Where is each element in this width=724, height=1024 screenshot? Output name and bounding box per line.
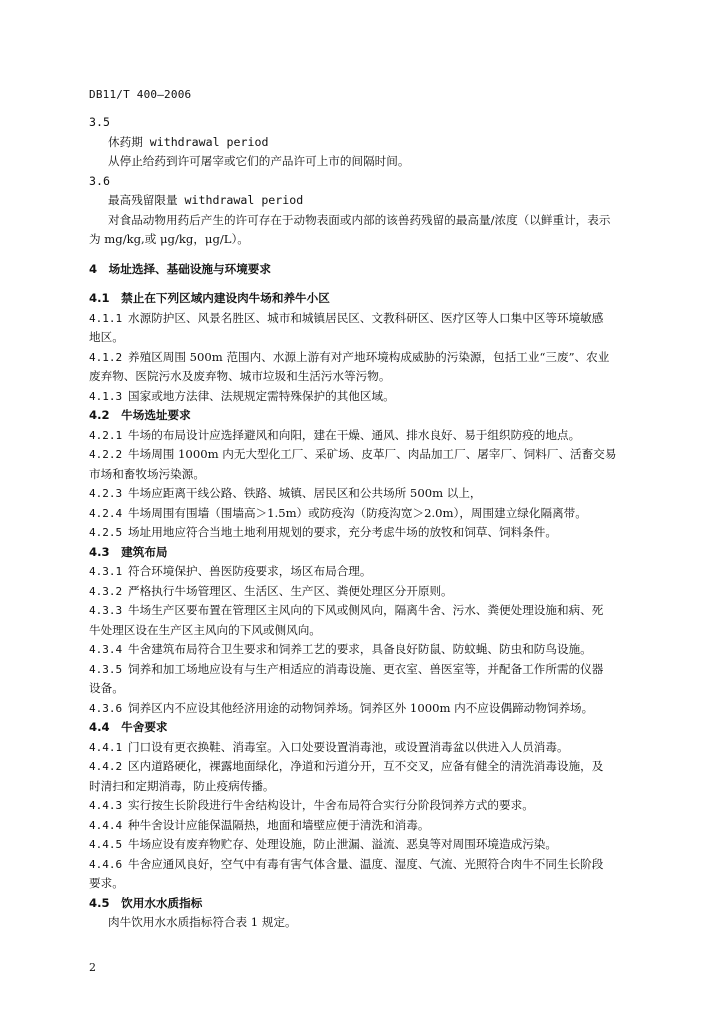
clause-text: 牛场周围有围墙（围墙高＞1.5m）或防疫沟（防疫沟宽＞2.0m），周围建立绿化隔离带。 bbox=[128, 505, 587, 520]
clause-text-cont: 地区。 bbox=[89, 330, 124, 344]
clause bbox=[89, 582, 657, 602]
clause-text-cont: 时清扫和定期消毒，防止疫病传播。 bbox=[89, 778, 275, 793]
standard-code: DB11/T 400—2006 bbox=[89, 88, 192, 101]
clause-text-cont: 牛处理区设在生产区主风向的下风或侧风向。 bbox=[89, 622, 321, 637]
clause-text-cont: 废弃物、医院污水及废弃物、城市垃圾和生活污水等污物。 bbox=[89, 369, 391, 383]
clause-text: 门口设有更衣换鞋、消毒室。入口处要设置消毒池，或设置消毒盆以供进入人员消毒。 bbox=[128, 739, 569, 754]
clause-number: 4.3.1 bbox=[89, 565, 123, 578]
clause bbox=[89, 835, 657, 855]
page-number: 2 bbox=[89, 961, 96, 974]
clause bbox=[89, 855, 657, 894]
clause-text: 实行按生长阶段进行牛舍结构设计，牛舍布局符合实行分阶段饲养方式的要求。 bbox=[128, 798, 534, 812]
subsection-heading: 4.2 牛场选址要求 bbox=[89, 408, 191, 422]
clause-number: 4.2.2 bbox=[89, 448, 123, 461]
clause-number: 4.2.5 bbox=[89, 526, 123, 539]
clause bbox=[89, 484, 657, 504]
clause-number: 4.1.3 bbox=[89, 389, 123, 403]
clause-text: 养殖区周围 500m 范围内、水源上游有对产地环境构成威胁的污染源，包括工业“三废”、农业 bbox=[128, 349, 610, 364]
clause-text: 牛场应距离干线公路、铁路、城镇、居民区和公共场所 500m 以上， bbox=[128, 486, 482, 500]
clause-number: 4.4.3 bbox=[89, 799, 123, 812]
clause bbox=[89, 562, 657, 582]
clause-number: 4.3.5 bbox=[89, 662, 123, 676]
clause bbox=[89, 601, 657, 640]
clause-text: 场址用地应符合当地土地利用规划的要求，充分考虑牛场的放牧和饲草、饲料条件。 bbox=[128, 525, 557, 539]
clause bbox=[89, 796, 657, 816]
clause-text: 牛场周围 1000m 内无大型化工厂、采矿场、皮革厂、肉品加工厂、屠宰厂、饲料厂、活畜交易 bbox=[128, 447, 617, 461]
clause-text: 水源防护区、风景名胜区、城市和城镇居民区、文教科研区、医疗区等人口集中区等环境敏感 bbox=[128, 310, 604, 325]
term-number: 3.5 bbox=[89, 115, 110, 129]
clause-number: 4.4.1 bbox=[89, 740, 123, 754]
term-definition: 对食品动物用药后产生的许可存在于动物表面或内部的该兽药残留的最高量/浓度（以鲜重计，表示 bbox=[108, 212, 611, 227]
clause bbox=[89, 640, 657, 660]
clause-text: 符合环境保护、兽医防疫要求，场区布局合理。 bbox=[128, 564, 372, 578]
clause-text: 区内道路硬化，裸露地面绿化，净道和污道分开，互不交叉，应备有健全的清洗消毒设施，及 bbox=[128, 759, 604, 773]
clause bbox=[89, 445, 657, 484]
term-title-text: 休药期 withdrawal period bbox=[108, 134, 269, 149]
subsection-heading: 4.4 牛舍要求 bbox=[89, 720, 168, 734]
clause-text: 饲养和加工场地应设有与生产相适应的消毒设施、更衣室、兽医室等，并配备工作所需的仪器 bbox=[128, 661, 604, 676]
term-title bbox=[89, 191, 657, 211]
clause-text: 饲养区内不应设其他经济用途的动物饲养场。饲养区外 1000m 内不应设偶蹄动物饲养场。 bbox=[128, 700, 594, 715]
clause-number: 4.4.6 bbox=[89, 857, 123, 871]
clause bbox=[89, 309, 657, 348]
clause-text: 牛场应设有废弃物贮存、处理设施，防止泄漏、溢流、恶臭等对周围环境造成污染。 bbox=[128, 837, 557, 851]
term-title-text: 最高残留限量 withdrawal period bbox=[108, 193, 304, 207]
term-title bbox=[89, 133, 657, 153]
clause bbox=[89, 348, 657, 387]
clause-text-cont: 设备。 bbox=[89, 681, 124, 695]
clause bbox=[89, 504, 657, 524]
term-definition: 从停止给药到许可屠宰或它们的产品许可上市的间隔时间。 bbox=[108, 154, 410, 168]
clause bbox=[89, 738, 657, 758]
clause-number: 4.3.6 bbox=[89, 701, 123, 715]
clause-text-cont: 要求。 bbox=[89, 876, 124, 890]
paragraph: 肉牛饮用水水质指标符合表 1 规定。 bbox=[108, 915, 297, 929]
clause bbox=[89, 426, 657, 446]
subsection-heading: 4.5 饮用水水质指标 bbox=[89, 895, 203, 910]
clause-text: 牛舍建筑布局符合卫生要求和饲养工艺的要求，具备良好防鼠、防蚊蝇、防虫和防鸟设施。 bbox=[128, 642, 592, 656]
clause-text: 牛场的布局设计应选择避风和向阳，建在干燥、通风、排水良好、易于组织防疫的地点。 bbox=[128, 427, 581, 442]
term-number: 3.6 bbox=[89, 173, 110, 188]
clause-number: 4.3.2 bbox=[89, 584, 123, 598]
clause-number: 4.2.3 bbox=[89, 487, 123, 500]
clause-text: 严格执行牛场管理区、生活区、生产区、粪便处理区分开原则。 bbox=[128, 583, 453, 598]
document-body bbox=[89, 113, 657, 933]
clause bbox=[89, 757, 657, 796]
clause-number: 4.1.2 bbox=[89, 350, 123, 364]
clause-text: 牛舍应通风良好，空气中有毒有害气体含量、温度、湿度、气流、光照符合肉牛不同生长阶段 bbox=[128, 856, 604, 871]
clause-number: 4.4.2 bbox=[89, 760, 123, 773]
clause-number: 4.1.1 bbox=[89, 311, 123, 325]
clause-number: 4.2.1 bbox=[89, 428, 123, 442]
clause bbox=[89, 816, 657, 836]
section-heading: 4 场址选择、基础设施与环境要求 bbox=[89, 261, 271, 276]
clause-number: 4.2.4 bbox=[89, 506, 123, 520]
term-definition-cont: 为 mg/kg,或 μg/kg，μg/L）。 bbox=[89, 232, 249, 246]
clause bbox=[89, 387, 657, 407]
clause-number: 4.3.4 bbox=[89, 643, 123, 656]
clause-text: 国家或地方法律、法规规定需特殊保护的其他区域。 bbox=[128, 388, 395, 403]
clause bbox=[89, 660, 657, 699]
clause-text: 种牛舍设计应能保温隔热，地面和墙壁应便于清洗和消毒。 bbox=[128, 817, 430, 832]
clause bbox=[89, 523, 657, 543]
clause-number: 4.4.4 bbox=[89, 818, 123, 832]
clause-text-cont: 市场和畜牧场污染源。 bbox=[89, 466, 205, 481]
clause-number: 4.4.5 bbox=[89, 838, 123, 851]
subsection-heading: 4.1 禁止在下列区域内建设肉牛场和养牛小区 bbox=[89, 291, 330, 305]
subsection-heading: 4.3 建筑布局 bbox=[89, 544, 168, 559]
clause-number: 4.3.3 bbox=[89, 604, 123, 617]
clause bbox=[89, 699, 657, 719]
clause-text: 牛场生产区要布置在管理区主风向的下风或侧风向，隔离牛舍、污水、粪便处理设施和病、死 bbox=[128, 603, 604, 617]
